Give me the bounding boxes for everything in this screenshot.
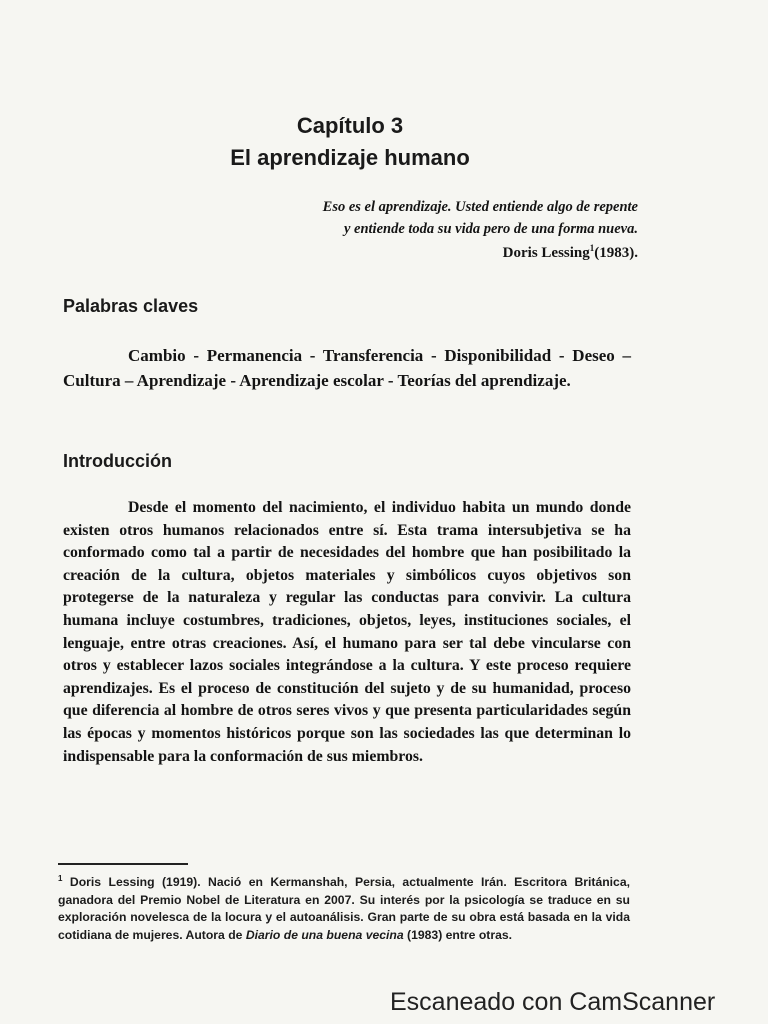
keywords-heading: Palabras claves	[63, 296, 199, 316]
footnote	[58, 870, 630, 944]
chapter-title: El aprendizaje humano	[230, 145, 470, 170]
scanner-watermark: Escaneado con CamScanner	[390, 988, 716, 1012]
keywords-text: Cambio - Permanencia - Transferencia - Disponibilidad - Deseo – Cultura – Aprendizaje - Aprendizaje escolar - Teorías del aprendizaje.	[63, 346, 631, 390]
epigraph-line-2: y entiende toda su vida pero de una forma nueva.	[343, 221, 638, 237]
epigraph-line-1: Eso es el aprendizaje. Usted entiende algo de repente	[322, 199, 638, 215]
footnote-divider	[58, 863, 188, 865]
footnote-text: Doris Lessing (1919). Nació en Kermanshah, Persia, actualmente Irán. Escritora Británica, ganadora del Premio Nobel de Literatura en 2007. Su interés por la psicología se traduce en su exploración novelesca de la locura y el autoanálisis. Gran parte de su obra está basada en la vida cotidiana de mujeres. Autora de	[58, 875, 630, 942]
epigraph-author	[300, 243, 638, 262]
footnote-marker: 1	[58, 874, 63, 883]
epigraph-author-name: Doris Lessing	[502, 245, 590, 261]
introduction-heading: Introducción	[63, 451, 172, 471]
epigraph-year: (1983).	[594, 245, 638, 261]
footnote-book-title: Diario de una buena vecina	[245, 927, 404, 942]
epigraph-footnote-marker[interactable]: 1	[589, 243, 595, 253]
footnote-text-end: (1983) entre otras.	[407, 927, 513, 942]
introduction-paragraph: Desde el momento del nacimiento, el individuo habita un mundo donde existen otros humanos relacionados entre sí. Esta trama intersubjetiva se ha conformado como tal a partir de necesidades del hombre que han posibilitado la creación de la cultura, objetos materiales y simbólicos cuyos objetivos son protegerse de la naturaleza y regular las conductas para convivir. La cultura humana incluye costumbres, tradiciones, objetos, leyes, instituciones sociales, el lenguaje, entre otras creaciones. Así, el humano para ser tal debe vincularse con otros y establecer lazos sociales integrándose a la cultura. Y este proceso requiere aprendizajes. Es el proceso de constitución del sujeto y de su humanidad, proceso que diferencia al hombre de otros seres vivos y que presenta particularidades según las épocas y momentos históricos porque son las sociedades las que determinan lo indispensable para la conformación de sus miembros.	[63, 499, 631, 765]
chapter-number: Capítulo 3	[296, 113, 404, 138]
